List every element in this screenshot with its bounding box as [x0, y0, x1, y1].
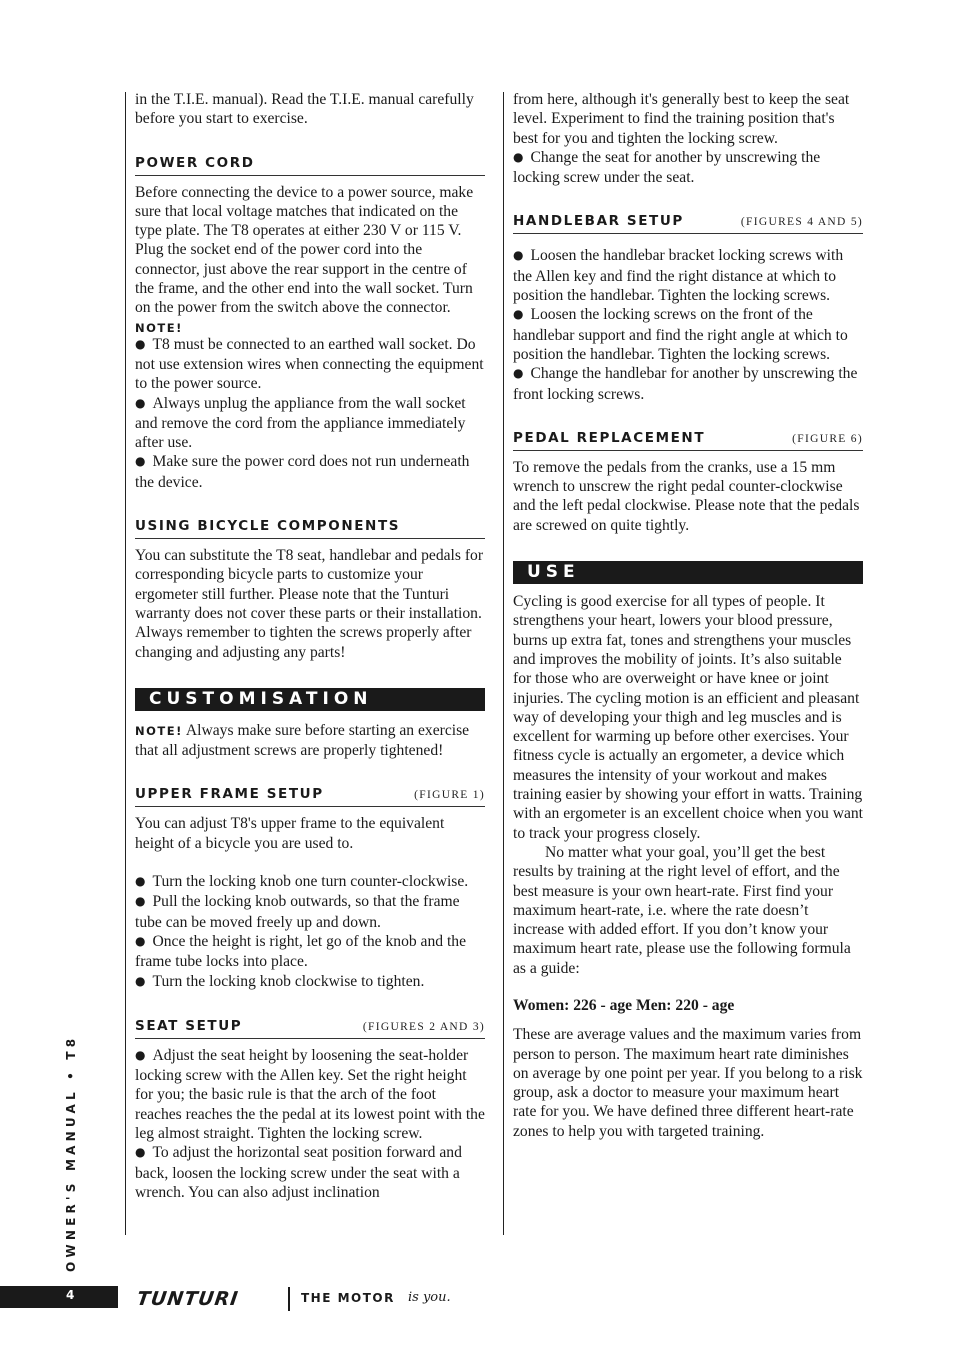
list-item: ● Change the handlebar for another by unscrewing the front locking screws. — [513, 365, 858, 403]
bullet-icon: ● — [135, 1047, 146, 1062]
seat-continued-text: from here, although it's generally best to keep the seat level. Experiment to find the training position that's best for you and tighten the locking screw. — [513, 91, 850, 147]
right-column — [513, 90, 863, 1141]
page-number-box — [0, 1286, 118, 1308]
power-cord-text: Before connecting the device to a power source, make sure that local voltage matches that indicated on the type plate. The T8 operates at either 230 V or 115 V. Plug the socket end of the power cord into the connector, just above the rear support in the centre of the frame, and the other end into the wall socket. Turn on the power from the switch above the connector. — [135, 183, 474, 317]
heart-rate-formula: Women: 226 - age Men: 220 - age — [513, 996, 735, 1014]
list-item: ● Always unplug the appliance from the wall socket and remove the cord from the appliance immediately after use. — [135, 394, 466, 452]
section-title: SEAT SETUP — [135, 1017, 243, 1034]
pedal-replacement-heading — [513, 430, 863, 451]
bicycle-components-text: You can substitute the T8 seat, handlebar and pedals for corresponding bicycle parts to customize your ergometer still further. Please note that the Tunturi warranty does not cover these parts or their installation. Always remember to tighten the screws properly after changing and adjusting any parts! — [135, 547, 484, 661]
figure-reference: (FIGURES 4 AND 5) — [740, 216, 863, 229]
note-label: NOTE! — [135, 320, 183, 335]
list-item: ● T8 must be connected to an earthed wall socket. Do not use extension wires when connecting the equipment to the power source. — [135, 335, 484, 393]
bullet-icon: ● — [135, 336, 146, 351]
list-item: ● Turn the locking knob clockwise to tighten. — [135, 972, 425, 990]
customisation-note: NOTE! Always make sure before starting an exercise that all adjustment screws are properly tightened! — [135, 721, 470, 760]
list-item: ● Turn the locking knob one turn counter-clockwise. — [135, 873, 469, 891]
upper-frame-text: You can adjust T8's upper frame to the equivalent height of a bicycle you are used to. — [135, 815, 445, 852]
left-column — [135, 90, 485, 1202]
list-item: ● Once the height is right, let go of the knob and the frame tube locks into place. — [135, 932, 467, 971]
intro-text: in the T.I.E. manual). Read the T.I.E. manual carefully before you start to exercise. — [135, 91, 474, 128]
handlebar-heading — [513, 213, 863, 234]
list-item: ● Make sure the power cord does not run underneath the device. — [135, 453, 470, 491]
figure-reference: (FIGURES 2 AND 3) — [362, 1020, 485, 1033]
bullet-icon: ● — [135, 1145, 146, 1160]
seat-setup-heading — [135, 1018, 485, 1039]
bullet-icon: ● — [513, 149, 524, 164]
side-manual-label: OWNER'S MANUAL • T8 — [64, 1034, 78, 1272]
bullet-icon: ● — [135, 454, 146, 469]
bullet-icon: ● — [135, 874, 146, 889]
section-title: PEDAL REPLACEMENT — [513, 429, 706, 446]
power-cord-heading — [135, 155, 485, 176]
bullet-icon: ● — [135, 973, 146, 988]
logo-divider — [288, 1287, 290, 1311]
bullet-icon: ● — [513, 248, 524, 263]
bullet-icon: ● — [513, 366, 524, 381]
list-item: ● Adjust the seat height by loosening the seat-holder locking screw with the Allen key. Set the right height for you; the basic rule is that the arch of the foot reaches reaches the the pedal at its lowest point with the leg almost straight. Tighten the locking screw. — [135, 1046, 485, 1142]
list-item: ● Change the seat for another by unscrewing the locking screw under the seat. — [513, 148, 821, 187]
pedal-replacement-text: To remove the pedals from the cranks, use a 15 mm wrench to unscrew the right pedal counter-clockwise and the left pedal clockwise. Please note that the pedals are screwed on quite tightly. — [513, 458, 860, 534]
bullet-icon: ● — [513, 307, 524, 322]
bullet-icon: ● — [135, 395, 146, 410]
use-paragraph-3: These are average values and the maximum varies from person to person. The maximum heart rate diminishes on average by one point per year. If you belong to a risk group, ask a doctor to measure your maximum heart rate for you. We have defined three different heart-rate zones to help you with targeted training. — [513, 1026, 863, 1140]
column-divider-left — [125, 92, 126, 1235]
note-label: NOTE! — [135, 723, 183, 738]
upper-frame-heading — [135, 786, 485, 807]
figure-reference: (FIGURE 1) — [414, 789, 485, 802]
use-banner: USE — [513, 561, 863, 584]
use-paragraph-1: Cycling is good exercise for all types of people. It strengthens your heart, lowers your blood pressure, burns up extra fat, tones and strengthens your muscles and improves the mobility of joints. It’s also suitable for those who are overweight or have knee or joint injuries. The cycling motion is an efficient and pleasant way of developing your thigh and leg muscles and is excellent for warming up before other exercises. Your fitness cycle is actually an ergometer, a device which measures the intensity of your workout and makes training easier by showing your effort in watts. Training with an ergometer is an excellent choice when you want to track your progress closely. — [513, 593, 864, 842]
bullet-icon: ● — [135, 933, 146, 948]
bullet-icon: ● — [135, 894, 146, 909]
list-item: ● Loosen the locking screws on the front of the handlebar support and find the right angle at which to position the handlebar. Tighten the locking screws. — [513, 306, 848, 363]
section-title: UPPER FRAME SETUP — [135, 786, 324, 803]
page-number: 4 — [66, 1288, 75, 1302]
tagline: THE MOTOR — [301, 1291, 395, 1305]
section-title: HANDLEBAR SETUP — [513, 213, 684, 230]
bicycle-components-heading — [135, 518, 485, 539]
list-item: ● Loosen the handlebar bracket locking screws with the Allen key and find the right distance at which to position the handlebar. Tighten the locking screws. — [513, 247, 844, 305]
figure-reference: (FIGURE 6) — [792, 432, 863, 445]
section-title: USING BICYCLE COMPONENTS — [135, 518, 401, 535]
list-item: ● Pull the locking knob outwards, so that the frame tube can be moved freely up and down. — [135, 893, 460, 931]
section-title: POWER CORD — [135, 154, 255, 171]
use-paragraph-2: No matter what your goal, you’ll get the best results by training at the right level of effort, and the best measure is your own heart-rate. First find your maximum heart-rate, i.e. where the rate doesn’t increase with added effort. If you don’t know your maximum heart rate, please use the following formula as a guide: — [513, 843, 851, 977]
tunturi-logo: TUNTURI — [135, 1288, 240, 1310]
tagline-script: is you. — [408, 1290, 451, 1305]
customisation-banner: CUSTOMISATION — [135, 688, 485, 711]
list-item: ● To adjust the horizontal seat position forward and back, loosen the locking screw under the seat with a wrench. You can also adjust inclination — [135, 1144, 462, 1201]
column-divider-middle — [503, 92, 504, 1235]
